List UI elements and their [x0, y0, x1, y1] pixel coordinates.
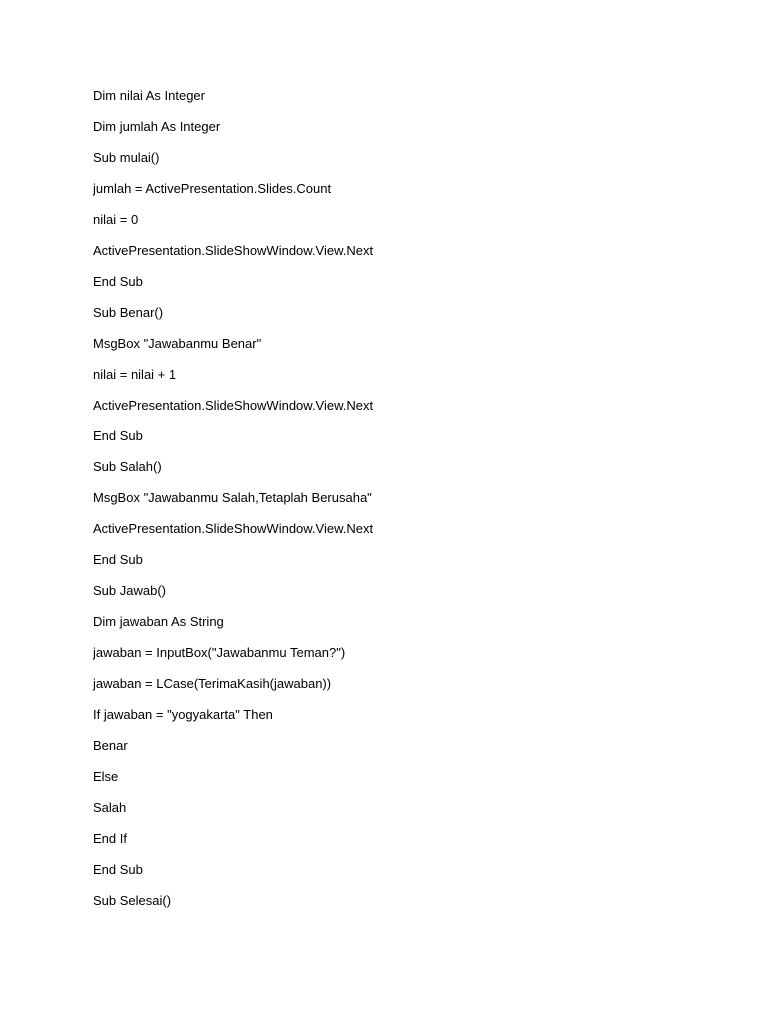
code-line: End Sub	[93, 861, 143, 877]
code-line: Sub Jawab()	[93, 583, 166, 599]
code-line: ActivePresentation.SlideShowWindow.View.Next	[93, 242, 374, 258]
code-line: End Sub	[93, 273, 143, 289]
code-line: Sub Salah()	[93, 459, 162, 475]
code-line: ActivePresentation.SlideShowWindow.View.Next	[93, 397, 374, 413]
code-line: jawaban = LCase(TerimaKasih(jawaban))	[93, 676, 332, 692]
code-line: nilai = nilai + 1	[93, 366, 177, 382]
code-line: Sub mulai()	[93, 149, 160, 165]
code-line: MsgBox "Jawabanmu Benar"	[93, 335, 262, 351]
code-line: jumlah = ActivePresentation.Slides.Count	[93, 180, 332, 196]
code-line: Else	[93, 768, 119, 784]
code-line: If jawaban = "yogyakarta" Then	[93, 707, 273, 723]
code-line: Sub Selesai()	[93, 892, 172, 908]
code-line: jawaban = InputBox("Jawabanmu Teman?")	[93, 645, 346, 661]
code-line: Dim jumlah As Integer	[93, 118, 221, 134]
code-line: Dim jawaban As String	[93, 614, 224, 630]
code-listing	[93, 87, 373, 923]
code-line: ActivePresentation.SlideShowWindow.View.Next	[93, 521, 374, 537]
code-line: End If	[93, 830, 127, 846]
code-line: End Sub	[93, 428, 143, 444]
code-line: Sub Benar()	[93, 304, 164, 320]
code-line: MsgBox "Jawabanmu Salah,Tetaplah Berusaha"	[93, 490, 372, 506]
code-line: Benar	[93, 738, 128, 754]
code-line: End Sub	[93, 552, 143, 568]
code-line: Salah	[93, 799, 127, 815]
code-line: Dim nilai As Integer	[93, 88, 205, 103]
code-line: nilai = 0	[93, 211, 139, 227]
